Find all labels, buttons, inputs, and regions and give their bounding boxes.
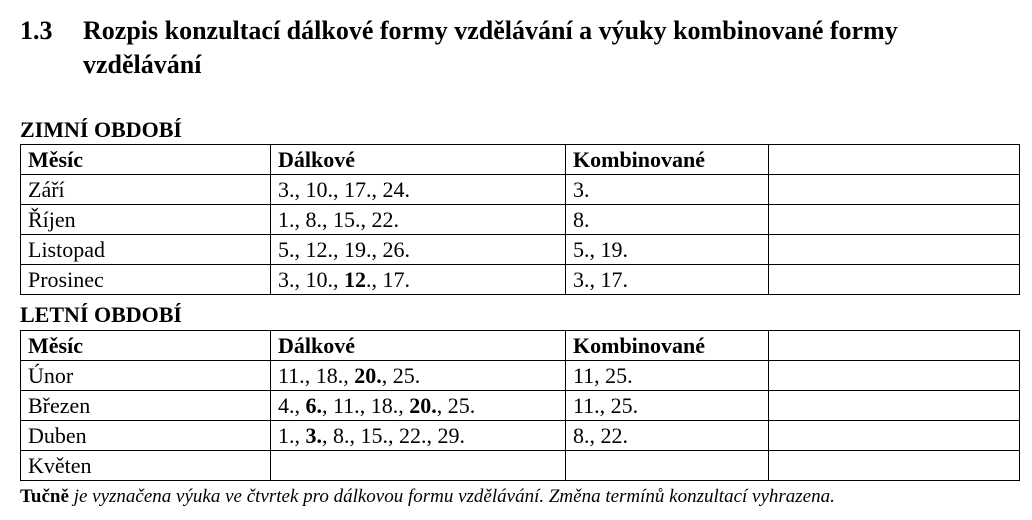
- distance-dates-cell: 1., 8., 15., 22.: [271, 205, 566, 235]
- extra-cell: [769, 175, 1020, 205]
- section-title: Rozpis konzultací dálkové formy vzdělávání a výuky kombinované formy vzdělávání: [83, 16, 898, 79]
- table-header-row: [21, 331, 1020, 361]
- distance-dates-cell: 5., 12., 19., 26.: [271, 235, 566, 265]
- extra-cell: [769, 265, 1020, 295]
- table-header-row: [21, 145, 1020, 175]
- extra-cell: [769, 361, 1020, 391]
- table-row: [21, 421, 1020, 451]
- winter-period-title: ZIMNÍ OBDOBÍ: [20, 117, 182, 142]
- extra-cell: [769, 421, 1020, 451]
- combined-dates-cell: 8.: [566, 205, 769, 235]
- extra-cell: [769, 451, 1020, 481]
- distance-dates-cell: 3., 10., 17., 24.: [271, 175, 566, 205]
- month-cell: Září: [21, 175, 271, 205]
- month-cell: Únor: [21, 361, 271, 391]
- header-distance: Dálkové: [271, 331, 566, 361]
- summer-period-title: LETNÍ OBDOBÍ: [20, 302, 182, 327]
- thursday-date: 20.: [409, 392, 437, 418]
- thursday-date: 3.: [305, 422, 322, 448]
- footnote: [20, 485, 835, 509]
- combined-dates-cell: [566, 451, 769, 481]
- footnote-text: je vyznačena výuka ve čtvrtek pro dálkovou formu vzdělávání. Změna termínů konzultací vyhrazena.: [68, 486, 835, 507]
- table-row: [21, 235, 1020, 265]
- combined-dates-cell: 11., 25.: [566, 391, 769, 421]
- combined-dates-cell: 3., 17.: [566, 265, 769, 295]
- thursday-date: 6.: [305, 392, 322, 418]
- table-row: [21, 361, 1020, 391]
- header-distance: Dálkové: [271, 145, 566, 175]
- distance-dates-cell: [271, 451, 566, 481]
- summer-schedule-table: [20, 330, 1020, 481]
- extra-cell: [769, 391, 1020, 421]
- month-cell: Listopad: [21, 235, 271, 265]
- table-row: [21, 205, 1020, 235]
- month-cell: Duben: [21, 421, 271, 451]
- distance-dates-cell: 4., 6., 11., 18., 20., 25.: [271, 391, 566, 421]
- header-month: Měsíc: [21, 331, 271, 361]
- distance-dates-cell: 11., 18., 20., 25.: [271, 361, 566, 391]
- combined-dates-cell: 3.: [566, 175, 769, 205]
- summer-table-body: [21, 361, 1020, 481]
- thursday-date: 20.: [354, 362, 382, 388]
- extra-cell: [769, 205, 1020, 235]
- footnote-bold: Tučně: [20, 486, 69, 507]
- header-combined: Kombinované: [566, 145, 769, 175]
- month-cell: Březen: [21, 391, 271, 421]
- table-row: [21, 451, 1020, 481]
- thursday-date: 12: [344, 266, 366, 292]
- winter-schedule-table: [20, 144, 1020, 295]
- table-row: [21, 175, 1020, 205]
- table-row: [21, 265, 1020, 295]
- table-row: [21, 391, 1020, 421]
- header-combined: Kombinované: [566, 331, 769, 361]
- month-cell: Květen: [21, 451, 271, 481]
- combined-dates-cell: 11, 25.: [566, 361, 769, 391]
- winter-table-body: [21, 175, 1020, 295]
- header-empty: [769, 145, 1020, 175]
- header-empty: [769, 331, 1020, 361]
- header-month: Měsíc: [21, 145, 271, 175]
- distance-dates-cell: 3., 10., 12., 17.: [271, 265, 566, 295]
- month-cell: Prosinec: [21, 265, 271, 295]
- section-number: 1.3: [20, 16, 53, 45]
- combined-dates-cell: 5., 19.: [566, 235, 769, 265]
- distance-dates-cell: 1., 3., 8., 15., 22., 29.: [271, 421, 566, 451]
- month-cell: Říjen: [21, 205, 271, 235]
- combined-dates-cell: 8., 22.: [566, 421, 769, 451]
- extra-cell: [769, 235, 1020, 265]
